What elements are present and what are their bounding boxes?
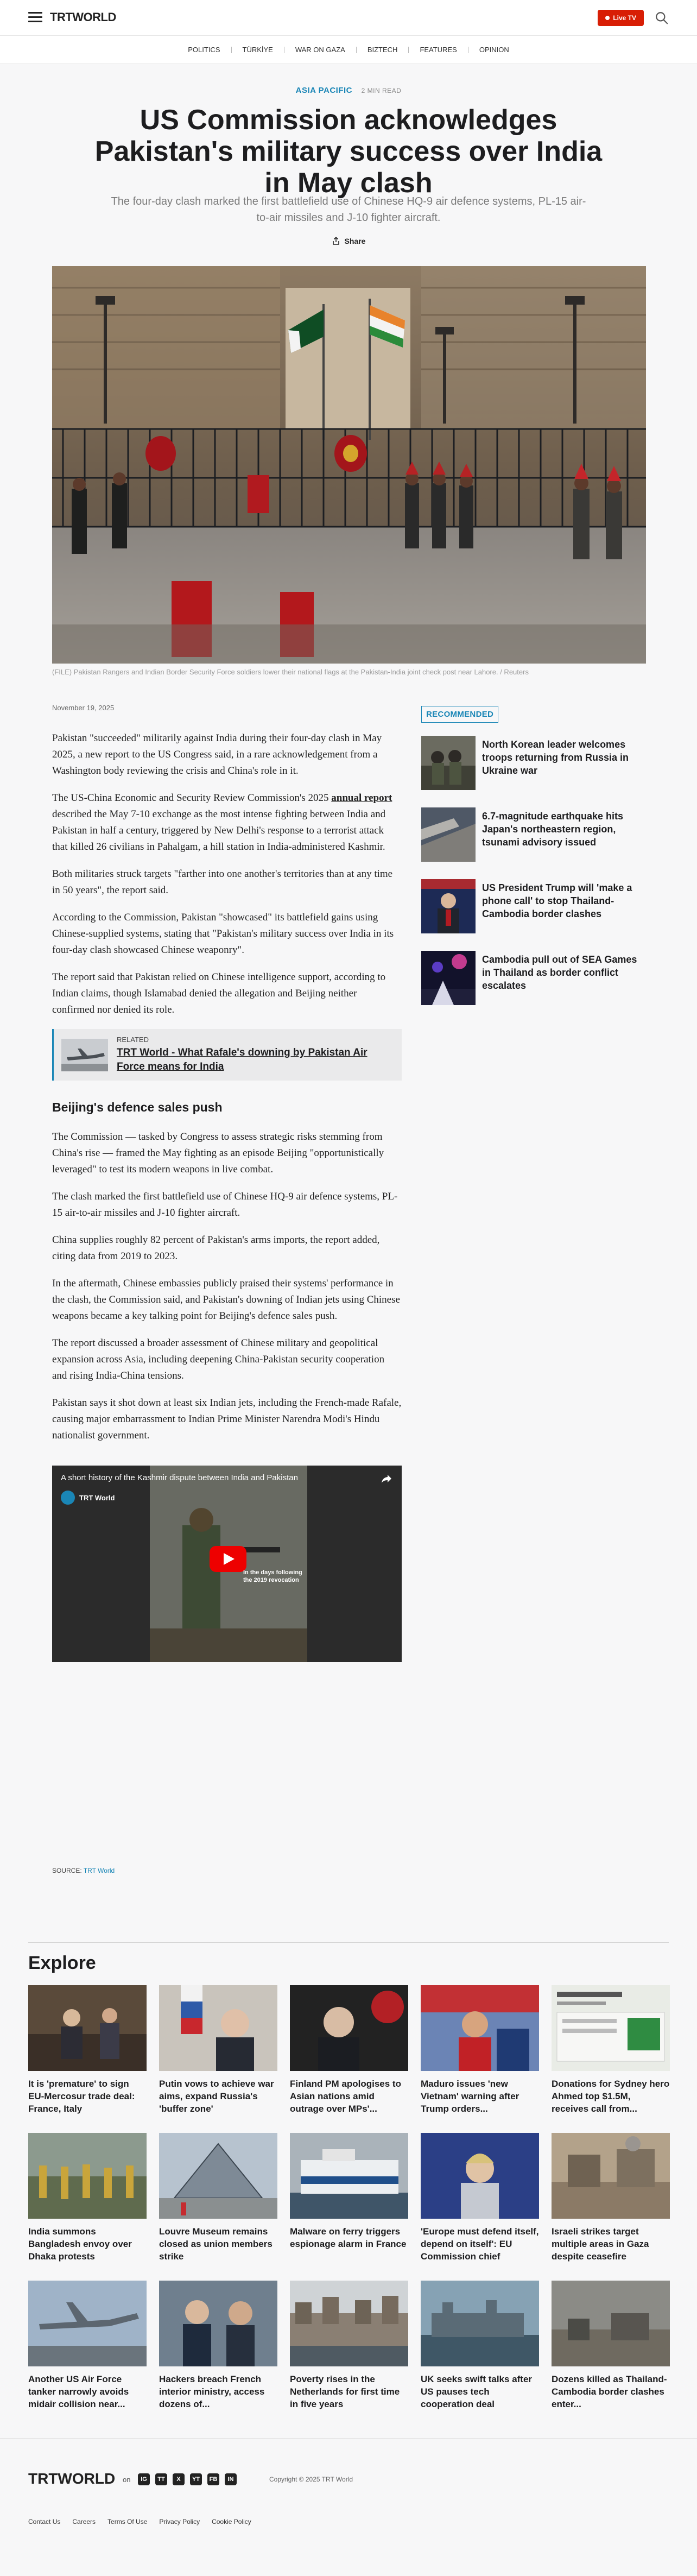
explore-grid [28,1985,669,2428]
source-link[interactable]: TRT World [83,1867,115,1874]
explore-card[interactable] [421,2281,539,2428]
nav-opinion[interactable]: OPINION [479,46,509,54]
live-dot-icon [605,16,610,20]
explore-thumbnail [552,2281,670,2366]
nav-turkiye[interactable]: TÜRKİYE [242,46,273,54]
recommended-thumbnail [421,879,476,933]
article-paragraph: Both militaries struck targets "farther into one another's territories than at any time in 50 years", the report said. [52,868,393,896]
recommended-item[interactable] [421,807,645,864]
tiktok-icon[interactable]: TT [155,2473,167,2485]
explore-card[interactable] [28,2281,147,2428]
recommended-label: RECOMMENDED [421,706,498,723]
article-paragraph: The Commission — tasked by Congress to assess strategic risks stemming from China's rise — framed the May fighting as an episode Beijing "opportunistically leveraged" to test its modern weapons in live combat. [52,1131,384,1175]
site-logo[interactable]: TRTWORLD [50,10,116,24]
explore-card-title: Poverty rises in the Netherlands for first time in five years [290,2374,400,2409]
recommended-title: 6.7-magnitude earthquake hits Japan's northeastern region, tsunami advisory issued [482,811,624,848]
explore-card-title: It is 'premature' to sign EU-Mercosur trade deal: France, Italy [28,2079,135,2114]
explore-card-title: 'Europe must defend itself, depend on itself': EU Commission chief [421,2226,539,2262]
explore-thumbnail [421,1985,539,2071]
related-title-link[interactable]: TRT World - What Rafale's downing by Pakistan Air Force means for India [117,1047,367,1072]
channel-name: TRT World [79,1493,115,1502]
copyright: Copyright © 2025 TRT World [269,2476,353,2483]
share-icon [332,237,340,245]
related-label: RELATED [117,1036,149,1044]
article-dek: The four-day clash marked the first battlefield use of Chinese HQ-9 air defence systems, PL-15 air-to-air missiles and J-10 fighter aircraft. [111,195,586,224]
explore-card-title: Malware on ferry triggers espionage alarm in France [290,2226,407,2249]
article-paragraph [52,790,402,855]
menu-icon[interactable] [28,12,42,23]
explore-thumbnail [28,2281,147,2366]
explore-card-title: Putin vows to achieve war aims, expand Russia's 'buffer zone' [159,2079,274,2114]
instagram-icon[interactable]: IG [138,2473,150,2485]
section-subhead: Beijing's defence sales push [52,1100,223,1114]
recommended-thumbnail [421,951,476,1005]
explore-card[interactable] [421,1985,539,2133]
nav-war-on-gaza[interactable]: WAR ON GAZA [295,46,345,54]
recommended-thumbnail [421,736,476,790]
category-link[interactable]: ASIA PACIFIC [295,86,352,95]
nav-biztech[interactable]: BIZTECH [367,46,398,54]
explore-card[interactable] [290,1985,408,2133]
explore-thumbnail [159,2133,277,2219]
explore-card-title: Finland PM apologises to Asian nations amid outrage over MPs'... [290,2079,401,2114]
explore-title: Explore [28,1953,96,1973]
border-ceremony-photo [52,266,646,664]
article-body [52,704,402,1662]
explore-card-title: Donations for Sydney hero Ahmed top $1.5M, receives call from... [552,2079,670,2114]
explore-thumbnail [421,2281,539,2366]
explore-card[interactable] [290,2281,408,2428]
explore-card-title: Hackers breach French interior ministry, access dozens of... [159,2374,265,2409]
explore-card-title: India summons Bangladesh envoy over Dhaka protests [28,2226,132,2262]
footer-logo[interactable]: TRTWORLD [28,2470,116,2487]
paragraph-text: The US-China Economic and Security Review Commission's 2025 [52,792,332,804]
share-label: Share [344,237,366,245]
footer-link-privacy[interactable]: Privacy Policy [159,2518,200,2526]
explore-card[interactable] [28,2133,147,2281]
explore-thumbnail [28,1985,147,2071]
facebook-icon[interactable]: FB [207,2473,219,2485]
paragraph-text: described the May 7-10 exchange as the most intense fighting between India and Pakistan in half a century, triggered by New Delhi's response to a terrorist attack that killed 26 civilians in Pahalgam, a hill station in India-administered Kashmir. [52,809,386,853]
explore-thumbnail [159,2281,277,2366]
nav-politics[interactable]: POLITICS [188,46,220,54]
explore-card-title: Israeli strikes target multiple areas in Gaza despite ceasefire [552,2226,649,2262]
explore-thumbnail [552,2133,670,2219]
share-button[interactable] [0,237,697,245]
explore-thumbnail [421,2133,539,2219]
channel-avatar [61,1491,75,1505]
video-channel[interactable] [61,1491,115,1505]
footer-link-cookie[interactable]: Cookie Policy [212,2518,251,2526]
embedded-video[interactable] [52,1466,402,1662]
explore-card[interactable] [552,2133,670,2281]
explore-card[interactable] [552,2281,670,2428]
explore-card[interactable] [28,1985,147,2133]
article-paragraph: In the aftermath, Chinese embassies publicly praised their systems' performance in the clash, the Commission said, and Pakistan's downing of Indian jets using Chinese weapons became a key talking point for Beijing's defence sales push. [52,1278,400,1322]
article-paragraph: The clash marked the first battlefield use of Chinese HQ-9 air defence systems, PL-15 air-to-air missiles and J-10 fighter aircraft. [52,1191,398,1218]
hero-image [52,266,646,664]
explore-thumbnail [159,1985,277,2071]
recommended-item[interactable] [421,879,645,936]
explore-thumbnail [290,1985,408,2071]
explore-card-title: Dozens killed as Thailand-Cambodia border clashes enter... [552,2374,667,2409]
footer-links [28,2518,251,2526]
explore-card[interactable] [552,1985,670,2133]
video-overlay-text: In the days following the 2019 revocation [243,1569,302,1583]
explore-card[interactable] [159,2133,277,2281]
source-label: SOURCE: [52,1867,82,1874]
social-links [138,2473,237,2485]
site-footer [0,2438,697,2576]
source-line [52,1867,115,1874]
search-icon[interactable] [655,11,669,25]
x-icon[interactable]: X [173,2473,185,2485]
footer-link-careers[interactable]: Careers [72,2518,96,2526]
recommended-item[interactable] [421,951,645,1007]
explore-card-title: UK seeks swift talks after US pauses tech cooperation deal [421,2374,533,2409]
play-button[interactable] [210,1546,246,1572]
explore-card[interactable] [159,2281,277,2428]
recommended-thumbnail [421,807,476,862]
read-time: 2 MIN READ [361,87,402,94]
explore-card[interactable] [421,2133,539,2281]
nav-features[interactable]: FEATURES [420,46,457,54]
publish-date: November 19, 2025 [52,704,115,712]
explore-card[interactable] [159,1985,277,2133]
explore-thumbnail [290,2281,408,2366]
live-tv-button[interactable] [598,10,644,26]
footer-link-contact[interactable]: Contact Us [28,2518,61,2526]
video-share-icon[interactable] [380,1472,393,1485]
recommended-title: US President Trump will 'make a phone call' to stop Thailand-Cambodia border clashes [482,882,632,919]
top-bar [0,0,697,36]
explore-card-title: Another US Air Force tanker narrowly avoids midair collision near... [28,2374,129,2409]
article-headline: US Commission acknowledges Pakistan's military success over India in May clash [94,104,603,199]
article-paragraph: According to the Commission, Pakistan "showcased" its battlefield gains using Chinese-supplied systems, stating that "Pakistan's military success over India in its four-day clash showcased Chinese weaponry". [52,912,394,956]
recommended-panel [421,706,645,1022]
linkedin-icon[interactable]: IN [225,2473,237,2485]
footer-on-label: on [123,2476,131,2484]
article-paragraph: Pakistan "succeeded" militarily against India during their four-day clash in May 2025, a new report to the US Congress said, in a rare acknowledgement from a Washington body reviewing the crisis and China's role in it. [52,733,382,776]
video-title: A short history of the Kashmir dispute between India and Pakistan [61,1473,298,1482]
recommended-title: North Korean leader welcomes troops returning from Russia in Ukraine war [482,739,629,776]
article-paragraph: Pakistan says it shot down at least six Indian jets, including the French-made Rafale, causing major embarrassment to Indian Prime Minister Narendra Modi's Hindu nationalist government. [52,1397,402,1441]
explore-card-title: Louvre Museum remains closed as union members strike [159,2226,273,2262]
footer-link-terms[interactable]: Terms Of Use [107,2518,148,2526]
article-paragraph: China supplies roughly 82 percent of Pakistan's arms imports, the report added, citing data from 2019 to 2023. [52,1234,380,1262]
related-thumbnail [61,1039,108,1071]
section-nav [0,36,697,64]
explore-thumbnail [290,2133,408,2219]
recommended-item[interactable] [421,736,645,792]
recommended-title: Cambodia pull out of SEA Games in Thailand as border conflict escalates [482,954,637,991]
explore-thumbnail [28,2133,147,2219]
article-kicker [0,86,697,95]
youtube-icon[interactable]: YT [190,2473,202,2485]
explore-divider [28,1942,669,1943]
explore-card-title: Maduro issues 'new Vietnam' warning after Trump orders... [421,2079,519,2114]
related-article-card[interactable] [52,1029,402,1081]
explore-card[interactable] [290,2133,408,2281]
explore-thumbnail [552,1985,670,2071]
image-caption: (FILE) Pakistan Rangers and Indian Border Security Force soldiers lower their national flags at the Pakistan-India joint check post near Lahore. / Reuters [52,668,529,676]
article-paragraph: The report said that Pakistan relied on Chinese intelligence support, according to Indian claims, though Islamabad denied the allegation and Beijing neither confirmed nor denied its role. [52,971,386,1015]
live-tv-label: Live TV [613,14,636,22]
annual-report-link[interactable]: annual report [331,792,392,804]
article-paragraph: The report discussed a broader assessment of Chinese military and geopolitical expansion across Asia, including deepening China-Pakistan security cooperation and rising India-China tensions. [52,1337,385,1381]
